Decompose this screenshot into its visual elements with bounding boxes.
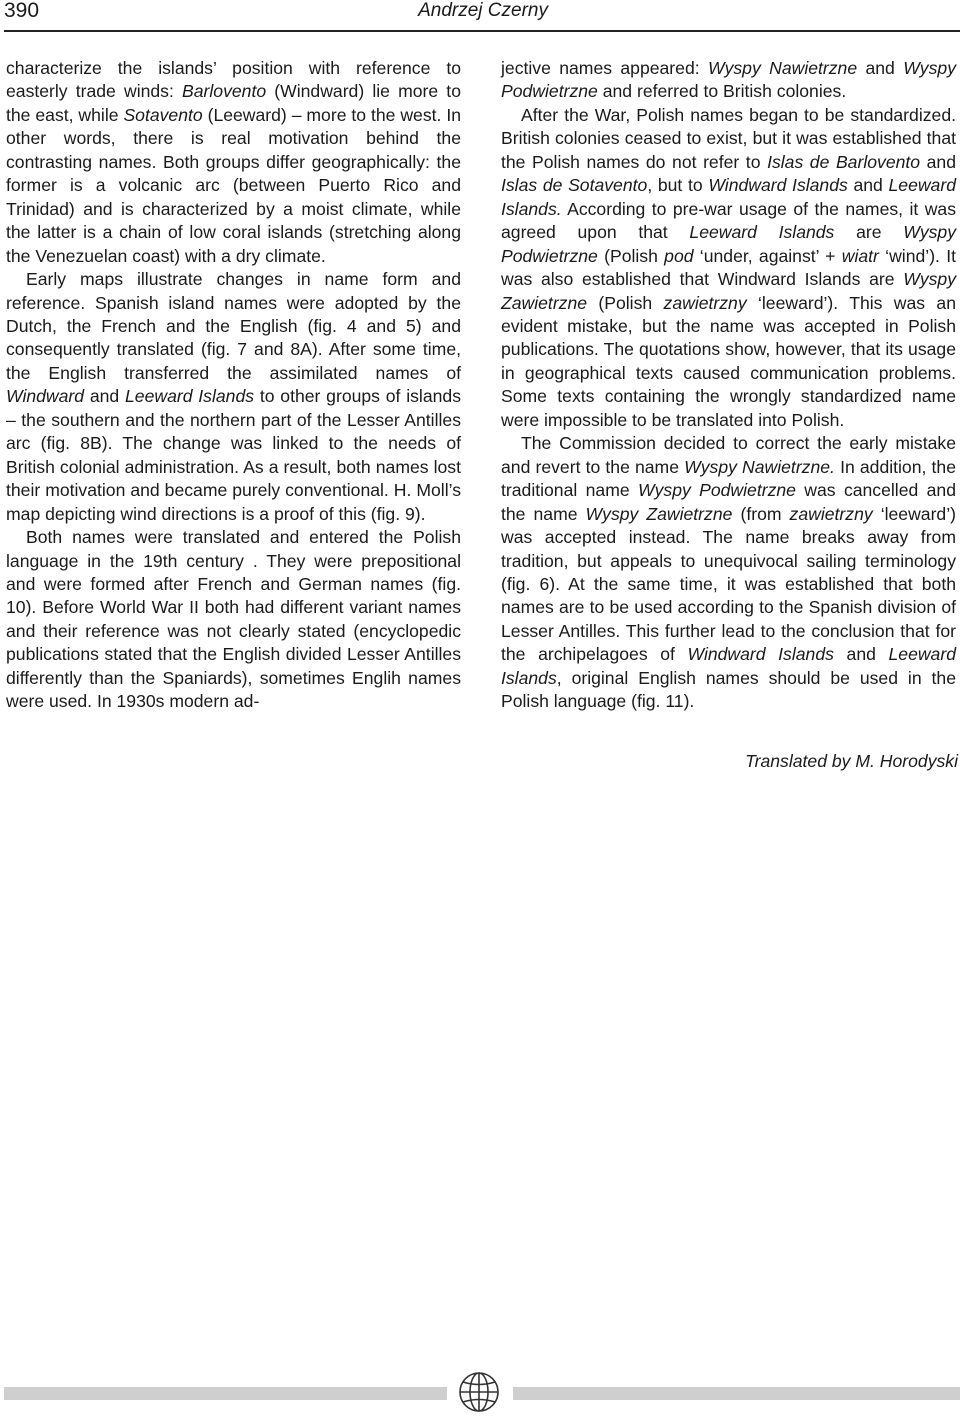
text-run: and — [833, 644, 889, 665]
text-run: and referred to British colonies. — [597, 81, 847, 102]
italic-run: Wyspy Podwietrzne — [638, 480, 796, 501]
italic-run: Islas de Sotavento — [501, 175, 648, 196]
text-run: , original English names should be used in the Polish language (fig. 11). — [501, 667, 956, 712]
right-column — [501, 57, 956, 714]
page-number: 390 — [4, 0, 40, 22]
text-run: jective names appeared: — [501, 58, 708, 78]
text-run: (Polish — [587, 292, 664, 313]
italic-run: Wyspy Podwietrzne — [501, 222, 956, 266]
text-run: to other groups of islands – the southern and the northern part of the Lesser Antilles arc (fig. 8B). The change was linked to the needs of British colonial administration. As a result, both names lost their motivation and became purely conventional. H. Moll’s map depicting wind directions is a proof of this (fig. 9). — [6, 386, 461, 524]
page-header — [0, 0, 960, 30]
text-run: characterize the islands’ position with reference to easterly trade winds: — [6, 58, 461, 102]
italic-run: zawietrzny — [789, 503, 873, 524]
text-run: (Windward) lie more to the east, while — [6, 81, 461, 125]
text-run: According to pre-war usage of the names, it was agreed upon that — [501, 198, 956, 243]
text-run: In addition, the traditional name — [501, 456, 956, 501]
italic-run: zawietrzny — [663, 292, 747, 313]
globe-icon — [457, 1370, 501, 1414]
italic-run: Wyspy Nawietrzne. — [684, 456, 835, 477]
text-run: ‘leeward’) was accepted instead. The name breaks away from tradition, but appeals to unequivocal sailing terminology (fig. 6). At the same time, it was established that both names are to be used according to the Spanish division of Lesser Antilles. This further lead to the conclusion that for the archipelagoes of — [501, 503, 956, 665]
italic-run: Leeward Islands — [501, 644, 956, 688]
italic-run: Leeward Islands — [689, 222, 835, 243]
text-run: Early maps illustrate changes in name form and reference. Spanish island names were adopted by the Dutch, the French and the English (fig. 4 and 5) and consequently translated (fig. 7 and 8A). After some time, the English transferred the assimilated names of — [6, 269, 461, 383]
italic-run: pod — [664, 245, 694, 266]
translator-credit: Translated by M. Horodyski — [745, 751, 958, 771]
italic-run: Wyspy Zawietrzne — [585, 503, 733, 524]
italic-run: Windward Islands — [687, 644, 834, 665]
paragraph — [6, 268, 461, 526]
italic-run: Wyspy Zawietrzne — [501, 269, 956, 313]
italic-run: Windward Islands — [708, 175, 848, 196]
text-run: Both names were translated and entered the Polish language in the 19th century . They were prepositional and were formed after French and German names (fig. 10). Before World War II both had different variant names and their reference was not clearly stated (encyclopedic publications stated that the English divided Lesser Antilles differently than the Spaniards), sometimes Englih names were used. In 1930s modern ad- — [6, 527, 461, 712]
text-run: and — [920, 151, 956, 172]
text-run: ‘wind’). It was also established that Windward Islands are — [501, 245, 956, 290]
text-run: The Commission decided to correct the early mistake and revert to the name — [501, 433, 956, 477]
italic-run: Windward — [6, 386, 85, 407]
italic-run: wiatr — [841, 245, 879, 266]
italic-run: Barlovento — [182, 81, 267, 102]
italic-run: Leeward Islands. — [501, 175, 956, 219]
text-run: and — [857, 58, 904, 78]
text-run: (Polish — [597, 245, 665, 266]
text-run: ‘under, against’ + — [693, 245, 842, 266]
header-rule — [4, 30, 960, 32]
footer-bar-left — [4, 1387, 447, 1400]
text-run: (from — [732, 503, 790, 524]
paragraph — [501, 57, 956, 104]
text-run: , but to — [647, 175, 709, 196]
page-footer — [0, 1370, 960, 1414]
text-run: and — [847, 175, 889, 196]
text-run: ‘leeward’). This was an evident mistake, but the name was accepted in Polish publications. The quotations show, however, that its usage in geographical texts caused communication problems. Some texts containing the wrongly standardized name were impossible to be translated into Polish. — [501, 292, 956, 430]
text-run: (Leeward) – more to the west. In other words, there is real motivation behind the contrasting names. Both groups differ geographically: the former is a volcanic arc (between Puerto Rico and Trinidad) and is characterized by a moist climate, while the latter is a chain of low coral islands (stretching along the Venezuelan coast) with a dry climate. — [6, 104, 461, 266]
italic-run: Sotavento — [123, 104, 203, 125]
paragraph — [6, 526, 461, 714]
text-run: After the War, Polish names began to be standardized. British colonies ceased to exist, but it was established that the Polish names do not refer to — [501, 104, 956, 172]
paragraph — [501, 104, 956, 432]
paragraph — [501, 432, 956, 713]
footer-bar-right — [513, 1387, 960, 1400]
text-run: was cancelled and the name — [501, 480, 956, 524]
running-head-author: Andrzej Czerny — [418, 0, 548, 21]
left-column — [6, 57, 461, 714]
text-run: and — [84, 386, 126, 407]
italic-run: Wyspy Nawietrzne — [707, 58, 858, 78]
text-run: are — [834, 222, 904, 243]
italic-run: Islas de Barlovento — [767, 151, 921, 172]
paragraph — [6, 57, 461, 268]
italic-run: Leeward Islands — [125, 386, 255, 407]
italic-run: Wyspy Podwietrzne — [501, 58, 956, 102]
